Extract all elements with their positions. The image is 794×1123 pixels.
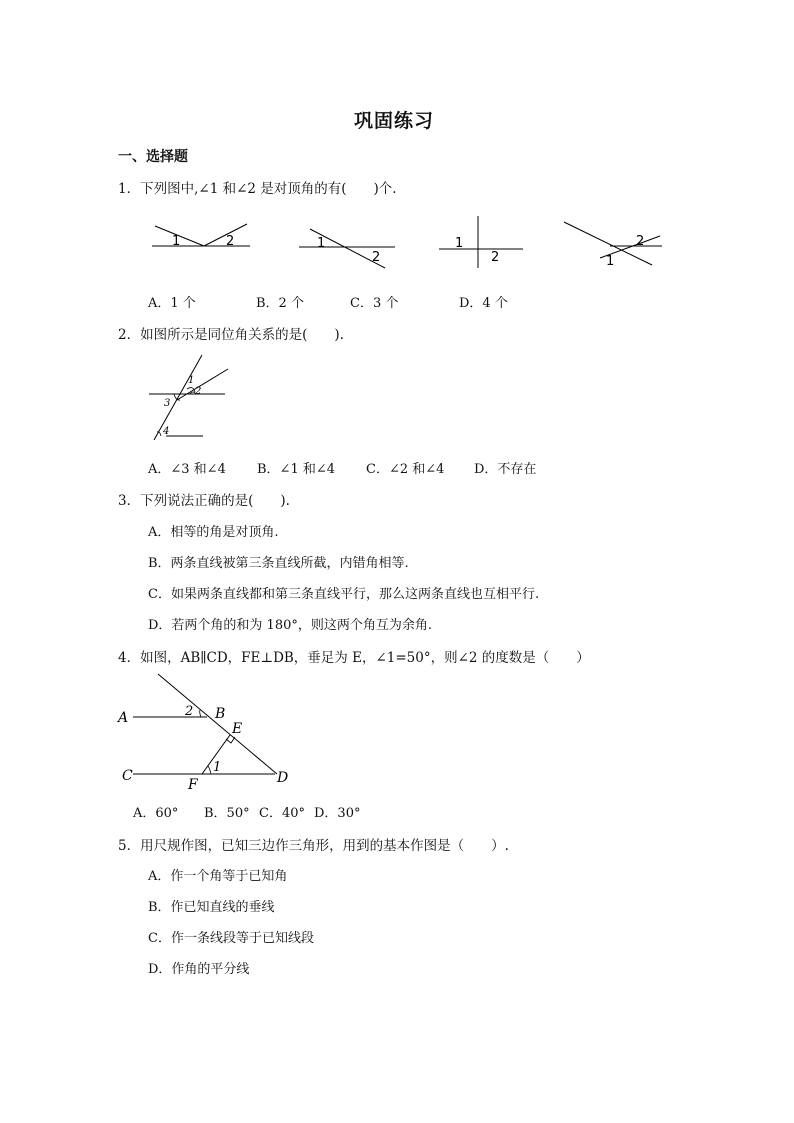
q1a-label-2: 2 <box>226 234 235 249</box>
q4-label-d: D <box>277 770 289 786</box>
q4-label-e: E <box>232 721 243 737</box>
q2-figure <box>145 352 235 444</box>
q1d-label-1: 1 <box>606 254 615 269</box>
q1-figure-d <box>560 218 670 273</box>
q5-option-b: B．作已知直线的垂线 <box>148 900 275 915</box>
q4-label-angle-2: 2 <box>185 704 194 719</box>
question-5-text: 5．用尺规作图，已知三边作三角形，用到的基本作图是（ ）. <box>118 838 509 854</box>
q4-label-angle-1: 1 <box>213 760 222 775</box>
q4-label-b: B <box>215 706 226 722</box>
q3-option-d: D．若两个角的和为 180°，则这两个角互为余角. <box>148 618 433 633</box>
q1-figure-a <box>150 220 260 255</box>
section-heading: 一、选择题 <box>118 149 188 165</box>
q2-label-2: 2 <box>195 386 202 397</box>
q1a-label-1: 1 <box>172 234 181 249</box>
q5-option-c: C．作一条线段等于已知线段 <box>148 931 314 946</box>
q2-label-1: 1 <box>188 375 195 386</box>
q1b-label-1: 1 <box>317 236 326 251</box>
q1-figure-c <box>435 214 530 269</box>
q3-option-a: A．相等的角是对顶角. <box>148 525 279 540</box>
q2-label-3: 3 <box>164 398 171 409</box>
q1c-label-1: 1 <box>455 236 464 251</box>
q2-option-a: A．∠3 和∠4 <box>148 462 226 477</box>
q4-option-d: D．30° <box>314 806 361 821</box>
q3-option-c: C．如果两条直线都和第三条直线平行，那么这两条直线也互相平行. <box>148 587 540 602</box>
q4-option-c: C．40° <box>259 806 305 821</box>
q2-label-4: 4 <box>163 426 170 437</box>
q1b-label-2: 2 <box>372 250 381 265</box>
q1-figure-b <box>295 225 405 270</box>
q4-option-b: B．50° <box>204 806 250 821</box>
question-1-text: 1．下列图中,∠1 和∠2 是对顶角的有( )个. <box>118 181 397 197</box>
q1c-label-2: 2 <box>491 250 500 265</box>
q1-option-b: B．2 个 <box>256 296 304 311</box>
q5-option-d: D．作角的平分线 <box>148 962 250 977</box>
question-2-text: 2．如图所示是同位角关系的是( ). <box>118 327 344 343</box>
q4-option-a: A．60° <box>133 806 179 821</box>
q4-figure <box>115 670 300 792</box>
q2-option-c: C．∠2 和∠4 <box>366 462 445 477</box>
q5-option-a: A．作一个角等于已知角 <box>148 869 288 884</box>
q2-option-b: B．∠1 和∠4 <box>257 462 336 477</box>
q3-option-b: B．两条直线被第三条直线所截，内错角相等. <box>148 556 409 571</box>
question-4-text: 4．如图，AB∥CD，FE⊥DB，垂足为 E，∠1=50°，则∠2 的度数是（ ） <box>118 650 590 666</box>
page-title: 巩固练习 <box>354 110 435 132</box>
question-3-text: 3．下列说法正确的是( ). <box>118 493 290 509</box>
q4-label-c: C <box>122 768 133 784</box>
q1-option-a: A．1 个 <box>148 296 196 311</box>
q1d-label-2: 2 <box>636 234 645 249</box>
q2-option-d: D．不存在 <box>474 462 537 477</box>
q4-label-f: F <box>188 777 198 793</box>
q1-option-d: D．4 个 <box>459 296 508 311</box>
q1-option-c: C．3 个 <box>350 296 399 311</box>
q4-label-a: A <box>118 710 129 726</box>
